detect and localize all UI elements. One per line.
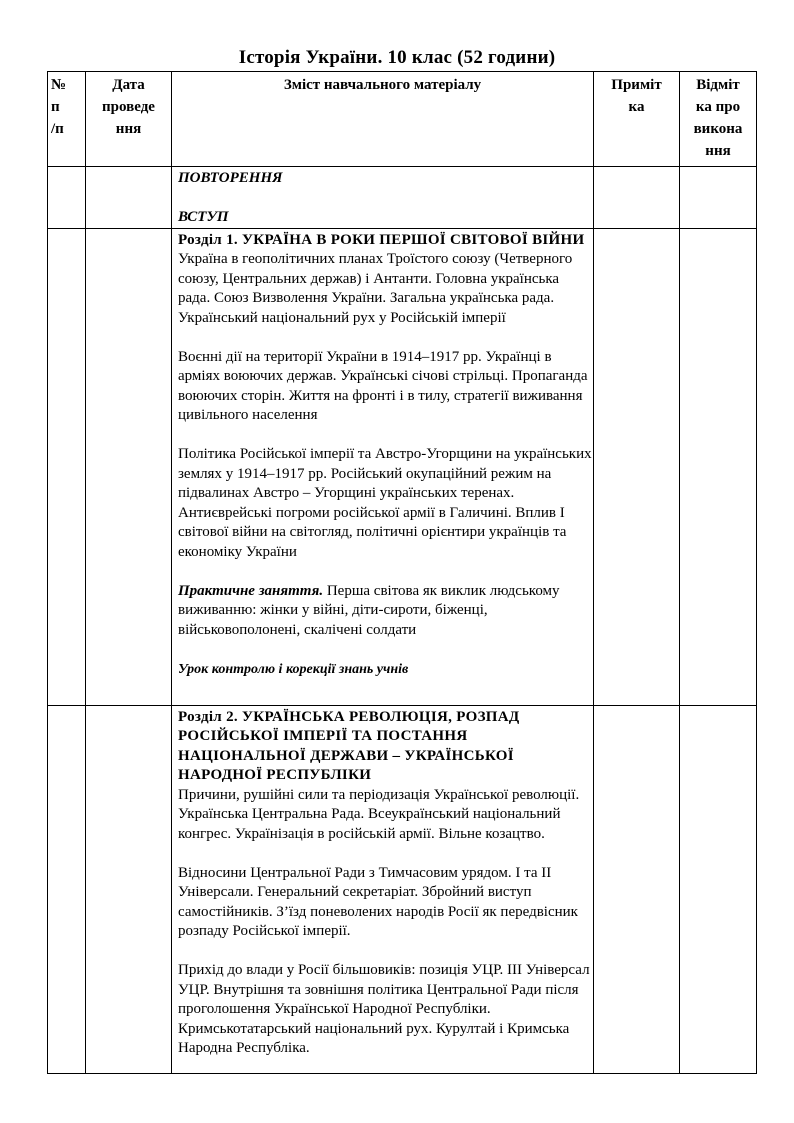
curriculum-table	[47, 71, 757, 1074]
page-title: Історія України. 10 клас (52 години)	[238, 47, 556, 68]
header-note	[594, 72, 680, 167]
header-number-line: №	[51, 77, 67, 93]
header-number	[48, 72, 86, 167]
cell-note	[594, 167, 680, 229]
header-note-line: ка	[628, 99, 645, 115]
cell-date	[86, 705, 172, 1073]
header-content-label: Зміст навчального матеріалу	[283, 77, 482, 93]
cell-note	[594, 705, 680, 1073]
section-2-paragraph: Відносини Центральної Ради з Тимчасовим урядом. І та ІІ Універсали. Генеральний секретаріат. Збройний виступ самостійників. З’їзд поневолених народів Росії як передвісник розпаду Російської імперії.	[178, 864, 578, 939]
cell-content	[172, 705, 594, 1073]
table-row	[48, 705, 757, 1073]
table-row	[48, 167, 757, 229]
cell-date	[86, 167, 172, 229]
header-completion	[680, 72, 757, 167]
cell-number	[48, 228, 86, 705]
repeat-heading: ПОВТОРЕННЯ	[178, 170, 283, 186]
practice-label: Практичне заняття.	[178, 582, 324, 599]
cell-completion	[680, 167, 757, 229]
control-lesson: Урок контролю і корекції знань учнів	[178, 661, 409, 677]
header-content	[172, 72, 594, 167]
section-2-heading: Розділ 2. УКРАЇНСЬКА РЕВОЛЮЦІЯ, РОЗПАД РОСІЙСЬКОЇ ІМПЕРІЇ ТА ПОСТАННЯ НАЦІОНАЛЬНОЇ ДЕРЖАВИ – УКРАЇНСЬКОЇ НАРОДНОЇ РЕСПУБЛІКИ	[178, 708, 520, 783]
header-note-line: Приміт	[611, 77, 662, 93]
section-1-paragraph: Політика Російської імперії та Австро-Угорщини на українських землях у 1914–1917 рр. Російський окупаційний режим на підвалинах Австро – Угорщині українських теренах. Антиєврейські погроми російської армії в Галичині. Вплив І світової війни на світогляд, політичні орієнтири українців та економіку України	[178, 446, 592, 560]
header-date	[86, 72, 172, 167]
cell-number	[48, 705, 86, 1073]
section-1-paragraph: Україна в геополітичних планах Троїстого союзу (Четверного союзу, Центральних держав) і Антанти. Головна українська рада. Союз Визволення України. Загальна українська рада. Український національний рух у Російській імперії	[178, 251, 573, 326]
table-row	[48, 228, 757, 705]
section-2-paragraph: Причини, рушійні сили та періодизація Української революції. Українська Центральна Рада. Всеукраїнський національний конгрес. Українізація в російській армії. Вільне козацтво.	[178, 786, 580, 842]
cell-date	[86, 228, 172, 705]
practice-text: Перша світова як виклик людському виживанню: жінки у війні, діти-сироти, біженці, військовополонені, скалічені солдати	[178, 582, 560, 638]
intro-heading: ВСТУП	[178, 209, 229, 225]
cell-content	[172, 228, 594, 705]
cell-note	[594, 228, 680, 705]
cell-completion	[680, 228, 757, 705]
header-completion-line: Відміт	[696, 77, 740, 93]
cell-content	[172, 167, 594, 229]
header-number-line: п	[51, 99, 60, 115]
table-header-row	[48, 72, 757, 167]
header-number-line: /п	[51, 121, 64, 137]
header-completion-line: викона	[693, 121, 743, 137]
practice-paragraph	[178, 582, 593, 641]
section-1-heading: Розділ 1. УКРАЇНА В РОКИ ПЕРШОЇ СВІТОВОЇ ВІЙНИ	[178, 231, 585, 248]
header-completion-line: ка про	[695, 99, 741, 115]
header-date-line: проведе	[102, 99, 155, 115]
header-date-line: Дата	[112, 77, 145, 93]
section-1-paragraph: Воєнні дії на території України в 1914–1917 рр. Українці в арміях воюючих держав. Українські січові стрільці. Пропаганда воюючих сторін. Життя на фронті і в тилу, стратегії виживання цивільного населення	[178, 348, 588, 423]
cell-completion	[680, 705, 757, 1073]
header-date-line: ння	[115, 121, 142, 137]
section-2-paragraph: Прихід до влади у Росії більшовиків: позиція УЦР. ІІІ Універсал УЦР. Внутрішня та зовнішня політика Центральної Ради після проголошення Української Народної Республіки. Кримськотатарський національний рух. Курултай і Кримська Народна Республіка.	[178, 962, 590, 1056]
cell-number	[48, 167, 86, 229]
header-completion-line: ння	[705, 143, 731, 159]
